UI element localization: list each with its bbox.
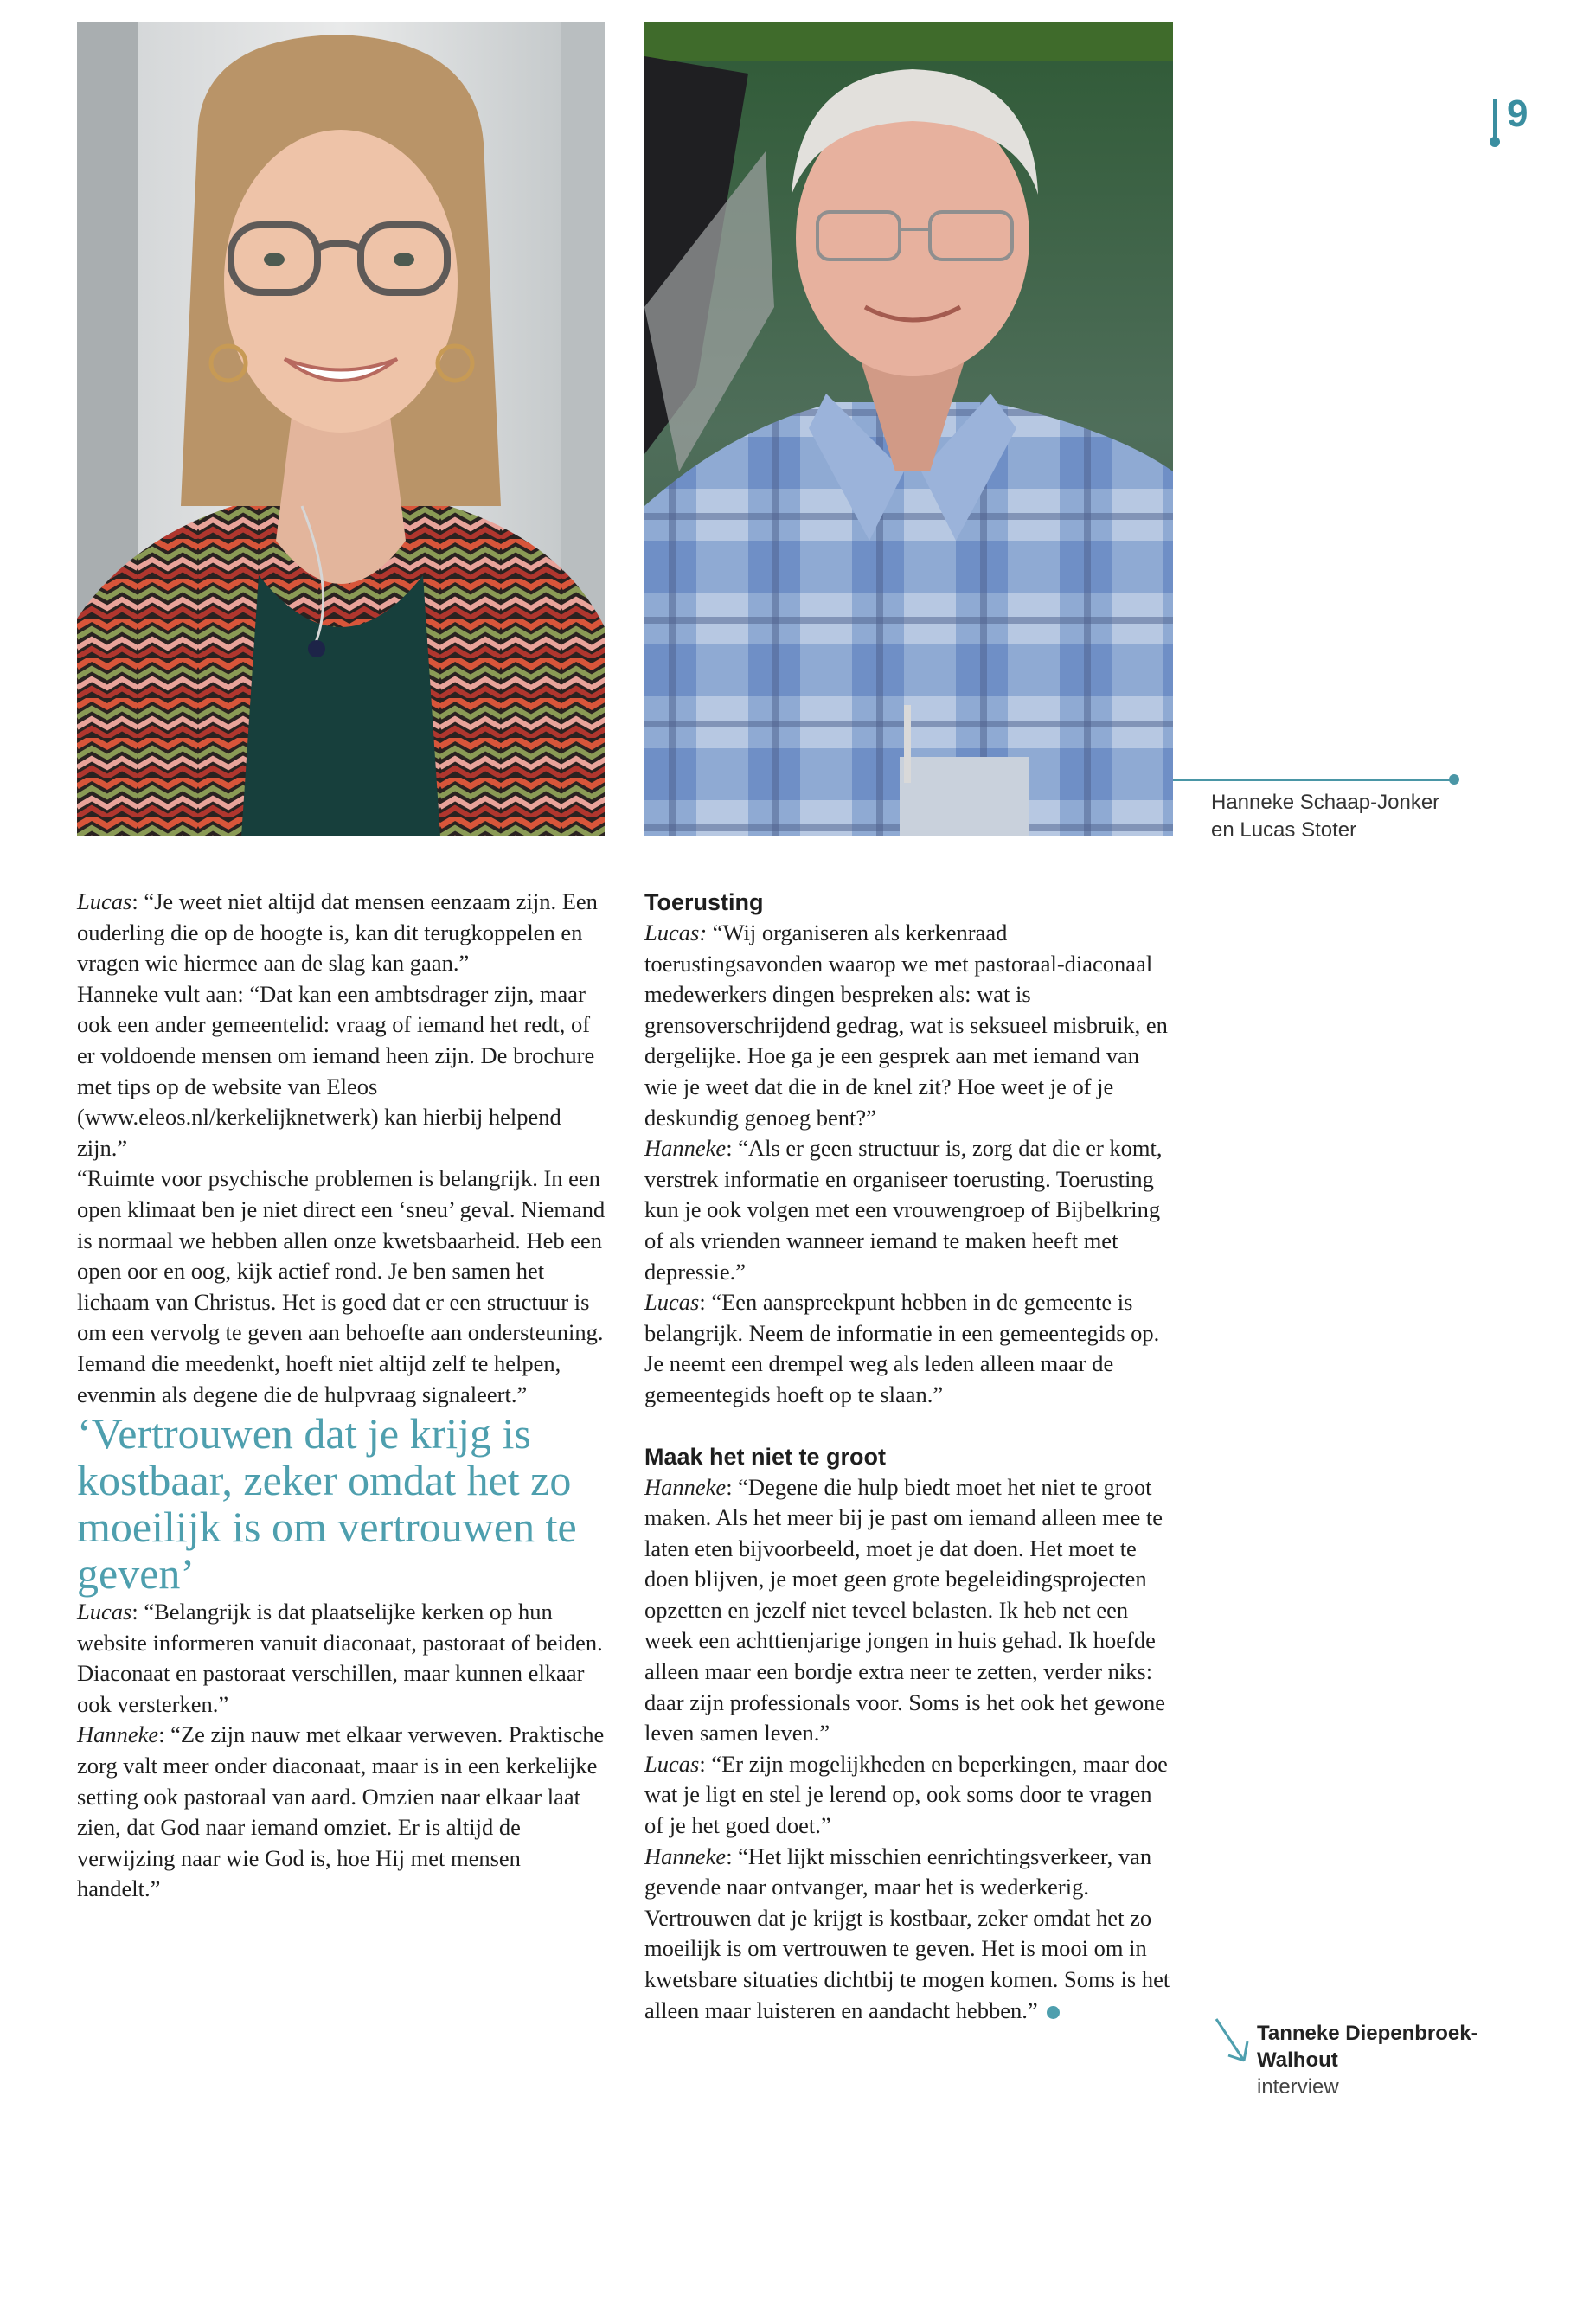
speaker-name: Lucas xyxy=(644,1750,700,1777)
page-number: 9 xyxy=(1507,93,1529,135)
photo-hanneke xyxy=(77,22,605,836)
speaker-name: Lucas xyxy=(644,1289,700,1316)
paragraph-text: : “Een aanspreekpunt hebben in de gemeente is belangrijk. Neem de informatie in een gemeentegids op. Je neemt een drempel weg als leden alleen maar de gemeentegids hoeft op te slaan.” xyxy=(644,1289,1160,1407)
paragraph-text: : “Het lijkt misschien eenrichtingsverkeer, van gevende naar ontvanger, maar het is wederkerig. Vertrouwen dat je krijgt is kostbaar, zeker omdat het zo moeilijk is om vertrouwen te geven. Het is mooi om in kwetsbare situaties dichtbij te mogen komen. Soms is het alleen maar luisteren en aandacht hebben.” xyxy=(644,1843,1170,2023)
section-heading-maak-het-niet-te-groot: Maak het niet te groot xyxy=(644,1443,887,1470)
photo-caption xyxy=(1211,789,1471,844)
paragraph xyxy=(644,1287,1174,1410)
caption-line-2: en Lucas Stoter xyxy=(1211,818,1357,842)
portrait-man-image xyxy=(644,22,1173,836)
left-column xyxy=(77,887,606,1905)
speaker-name: Hanneke xyxy=(644,1843,727,1869)
author-role: interview xyxy=(1257,2075,1339,2099)
speaker-name: Lucas: xyxy=(644,920,708,945)
author-credit xyxy=(1257,2020,1516,2100)
paragraph-text: : “Degene die hulp biedt moet het niet te groot maken. Als het meer bij je past om iemand alleen mee te laten eten bijvoorbeeld, moet je dat doen. Het moet te doen blijven, je moet geen grote begeleidingsprojecten opzetten en jezelf niet teveel belasten. Ik heb net een week een achttienjarige jongen in huis gehad. Ik hoefde alleen maar een bordje extra neer te zetten, verder niks: daar zijn professionals voor. Soms is het ook het gewone leven samen leven.” xyxy=(644,1473,1166,1747)
paragraph-text: : “Als er geen structuur is, zorg dat die er komt, verstrek informatie en organiseer toerusting. Toerusting kun je ook volgen met een vrouwengroep of Bijbelkring of als vrienden wanneer iemand te maken heeft met depressie.” xyxy=(644,1135,1163,1285)
paragraph xyxy=(644,1842,1174,2027)
paragraph-text: : “Er zijn mogelijkheden en beperkingen, maar doe wat je ligt en stel je lerend op, ook soms door te vragen of je het goed doet.” xyxy=(644,1750,1168,1839)
paragraph xyxy=(77,1720,606,1905)
right-column xyxy=(644,887,1174,2026)
paragraph xyxy=(644,1749,1174,1842)
section-spacer xyxy=(644,1411,1174,1441)
paragraph-text: : “Ze zijn nauw met elkaar verweven. Praktische zorg valt meer onder diaconaat, maar is in een kerkelijke setting ook pastoraal van aard. Omzien naar elkaar laat zien, dat God naar iemand omziet. Er is altijd de verwijzing naar wie God is, hoe Hij met mensen handelt.” xyxy=(77,1721,605,1902)
speaker-name: Lucas xyxy=(77,1599,132,1625)
caption-leader-dot xyxy=(1449,774,1459,785)
end-of-article-dot xyxy=(1047,2006,1060,2019)
paragraph xyxy=(644,918,1174,1133)
page-number-dot xyxy=(1490,137,1500,147)
paragraph-text: : “Belangrijk is dat plaatselijke kerken op hun website informeren vanuit diaconaat, pastoraat of beiden. Diaconaat en pastoraat verschillen, maar kunnen elkaar ook versterken.” xyxy=(77,1599,603,1717)
speaker-name: Hanneke xyxy=(644,1135,727,1162)
speaker-name: Hanneke xyxy=(644,1473,727,1500)
caption-line-1: Hanneke Schaap-Jonker xyxy=(1211,791,1440,814)
speaker-name: Hanneke xyxy=(77,1721,159,1748)
pull-quote: ‘Vertrouwen dat je krijg is kostbaar, zeker omdat het zo moeilijk is om vertrouwen te geven’ xyxy=(77,1409,577,1599)
caption-leader-line xyxy=(1173,779,1454,781)
section-heading-toerusting: Toerusting xyxy=(644,889,764,915)
credit-arrow-icon xyxy=(1213,2017,1251,2067)
paragraph-text: “Wij organiseren als kerkenraad toerustingsavonden waarop we met pastoraal-diaconaal medewerkers dingen bespreken als: wat is grensoverschrijdend gedrag, wat is seksueel misbruik, en dergelijke. Hoe ga je een gesprek aan met iemand van wie je weet dat die in de knel zit? Hoe weet je of je deskundig genoeg bent?” xyxy=(644,920,1168,1131)
portrait-woman-image xyxy=(77,22,605,836)
paragraph: “Ruimte voor psychische problemen is belangrijk. In een open klimaat ben je niet direct een ‘sneu’ geval. Niemand is normaal we hebben allen onze kwetsbaarheid. Heb een open oor en oog, kijk actief rond. Je ben samen het lichaam van Christus. Het is goed dat er een structuur is om een vervolg te geven aan behoefte aan ondersteuning. Iemand die meedenkt, hoeft niet altijd zelf te helpen, evenmin als degene die de hulpvraag signaleert.” xyxy=(77,1165,606,1407)
author-name: Tanneke Diepenbroek-Walhout xyxy=(1257,2022,1478,2072)
paragraph-text: : “Je weet niet altijd dat mensen eenzaam zijn. Een ouderling die op de hoogte is, kan dit terugkoppelen en vragen wie hiermee aan de slag kan gaan.” xyxy=(77,888,598,977)
speaker-name: Lucas xyxy=(77,888,132,914)
paragraph xyxy=(644,1133,1174,1287)
paragraph xyxy=(77,1597,606,1720)
photo-lucas xyxy=(644,22,1173,836)
paragraph: Hanneke vult aan: “Dat kan een ambtsdrager zijn, maar ook een ander gemeentelid: vraag of iemand het redt, of er voldoende mensen om iemand heen zijn. De brochure met tips op de website van Eleos (www.eleos.nl/kerkelijknetwerk) kan hierbij helpend zijn.” xyxy=(77,980,595,1161)
paragraph xyxy=(77,887,606,979)
paragraph xyxy=(644,1472,1174,1749)
